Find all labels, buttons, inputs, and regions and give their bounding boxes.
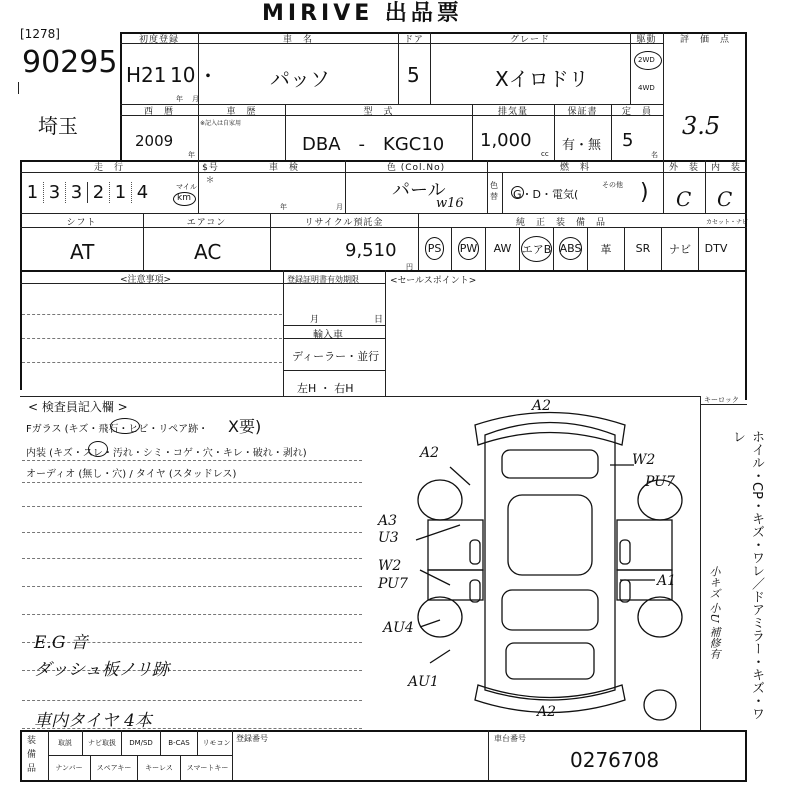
mileage-digit: 3 [66,182,88,203]
equip-sr [625,227,662,270]
inspector-line3: オーディオ (無し・穴) / タイヤ (スタッドレス) [26,469,237,480]
car-name: パッソ [270,67,330,91]
equip-pw [452,227,486,270]
drive-4wd: 4WD [638,84,655,92]
handwritten-note-dash: ダッシュ板ノリ跡 [34,660,169,680]
inspector-line1: Fガラス (キズ・飛石・ヒビ・リペア跡・ [26,424,209,435]
footer-item: スマートキー [186,763,229,772]
roof [508,495,592,575]
footer-item: DM/SD [122,730,161,755]
score-value: 3.5 [682,112,721,140]
expiry-month: 月 [310,315,320,325]
capacity-value: 5 [622,130,634,151]
equip-label: PS [425,237,445,260]
door-handle-left-2 [470,580,480,602]
grade-value: Xイロドリ [495,67,589,91]
unit-month-1: 月 [192,95,199,103]
footer-item: キーレス [138,755,181,780]
equip-dtv [699,227,733,270]
first-reg-era: H21 [126,63,167,87]
footer-row2 [48,755,234,780]
expiry-day: 日 [374,315,384,325]
mileage-digit: 3 [44,182,66,203]
mileage-digit: 4 [136,182,149,203]
footer-label: 装備品 [27,736,37,774]
side-note-small: 小キズ 小U 補修有 [708,566,721,660]
color-change-label: 色替 [490,181,498,201]
unit-year-2: 年 [188,151,195,159]
location: 埼玉 [38,114,78,138]
lot-number: 90295 [22,45,118,80]
model-value: DBA - KGC10 [302,134,445,155]
shift-value: AT [70,240,95,264]
label-car-history: 車 歴 [226,107,257,117]
label-western-year: 西 暦 [143,107,174,117]
equip-label: エアB [521,236,553,262]
mileage-digit: 2 [88,182,110,203]
mileage-digit: 1 [110,182,132,203]
wheel-right-front [638,597,682,637]
fuel-value: G・D・電気( [513,188,579,201]
label-interior: 内 装 [710,163,741,173]
equip-label: 革 [600,242,612,256]
label-car-name: 車 名 [282,35,313,45]
rear-bumper [475,413,625,446]
first-reg-month: 10 [170,63,196,87]
damage-right-rear: W2 [632,452,656,468]
label-warranty: 保証書 [567,107,598,117]
import-label: 輸入車 [313,330,343,341]
damage-left-lower: W2 [378,558,402,574]
damage-left-mid: A3 [378,513,398,529]
damage-rear-top: A2 [532,398,552,414]
doors-value: 5 [407,63,420,87]
label-fuel: 燃 料 [559,163,590,173]
footer-item: ナビ取扱 [83,730,122,755]
unit-cc: cc [541,150,549,158]
aircon-value: AC [194,240,222,264]
label-mileage: 走 行 [93,163,124,173]
equip-airbag [520,227,554,270]
warranty-value: 有・無 [562,138,602,153]
windshield [502,590,598,630]
label-meter: $号＊ [202,163,219,186]
damage-right-rear-2: PU7 [645,474,675,490]
equip-label: AW [493,242,512,255]
door-left-rear [428,520,483,570]
label-drive: 駆動 [636,35,657,45]
unit-yen: 円 [406,263,413,271]
door-right-rear [617,520,672,570]
handle-side: 左H ・ 右H [297,382,354,395]
car-body-outline [485,423,615,701]
footer-item: 取説 [48,730,83,755]
displacement-value: 1,000 [480,130,532,151]
equipment-list [418,227,747,270]
damage-left-rear: A2 [420,445,440,461]
exterior-value: C [676,187,692,211]
recycle-value: 9,510 [345,240,397,261]
label-equipment: 純 正 装 備 品 [515,218,606,228]
label-recycle: リサイクル預託金 [304,218,384,228]
caution-label: <注意事項> [120,275,172,285]
mileage-digits [22,182,153,203]
damage-left-front-2: AU1 [408,674,439,690]
spare-wheel [644,690,676,720]
label-grade: グレード [509,35,550,45]
equip-leather [588,227,625,270]
damage-left-front: AU4 [383,620,414,636]
footer-item: リモコン [202,738,231,747]
handwritten-note-engine: E.G 音 [34,633,88,653]
chassis-number: 0276708 [570,748,660,772]
inspector-line1-mark: X要) [228,417,262,436]
side-note: ホイル・CP・キズ・ワレ／ドアミラー・キズ・ワレ [730,430,764,720]
unit-year-1: 年 [176,95,183,103]
equip-navi [662,227,699,270]
label-inspection: 車 検 [268,163,299,173]
hood [506,643,594,679]
label-model: 型 式 [363,107,394,117]
equip-label: DTV [704,242,728,255]
equip-aw [486,227,520,270]
lot-bracket: [1278] [20,27,60,41]
equip-label: PW [458,237,480,260]
keylock-label: キーロック [704,396,739,404]
fuel-other: その他 [602,181,623,189]
label-first-reg: 初度登録 [138,35,179,45]
reg-number-label: 登録番号 [236,734,268,743]
equip-label: SR [635,242,651,255]
inspector-line2: 内装 (キズ・スレ・汚れ・シミ・コゲ・穴・キレ・破れ・剥れ) [26,448,307,459]
chassis-label: 車台番号 [494,734,526,743]
footer-row1 [48,730,235,755]
footer-item: ナンバー [48,755,91,780]
handwritten-note-tires: 車内タイヤ 4本 [34,711,152,731]
label-exterior: 外 装 [668,163,699,173]
document-title: MIRIVE 出品票 [262,1,463,26]
footer-item: B-CAS [161,730,198,755]
color-value: パール [392,180,446,201]
year-value: 2009 [135,132,174,150]
label-doors: ドア [404,35,424,45]
expiry-label: 登録証明書有効期限 [287,275,359,284]
inspection-month: 月 [336,203,343,211]
label-capacity: 定 員 [621,107,652,117]
damage-front: A2 [537,704,557,720]
import-type: ディーラー・並行 [292,350,380,363]
sales-point-label: <セールスポイント> [390,276,477,286]
damage-right-side: A1 [657,573,677,589]
label-shift: シフト [66,218,97,228]
equip-abs [554,227,588,270]
footer-item: スペアキー [91,755,138,780]
damage-left-mid-2: U3 [378,530,399,546]
label-kata: カセット・ナビ [706,219,749,226]
unit-person: 名 [651,151,658,159]
wheel-left-front [418,597,462,637]
label-aircon: エアコン [186,218,227,228]
drive-2wd: 2WD [638,56,655,64]
mileage-digit: 1 [22,182,44,203]
wheel-left-rear [418,480,462,520]
km-unit: km [177,193,191,203]
door-handle-right-2 [620,580,630,602]
door-handle-left-1 [470,540,480,564]
fuel-close: ) [640,180,649,205]
car-history-note: ※記入は自家用 [200,120,242,127]
mile-unit: マイル [176,183,197,191]
damage-left-lower-2: PU7 [378,576,408,592]
label-displacement: 排気量 [497,107,528,117]
color-code: w16 [436,196,464,211]
door-left-front [428,570,483,600]
equip-label: ABS [559,237,583,260]
equip-ps [418,227,452,270]
equip-label: ナビ [669,242,691,256]
rear-window [502,450,598,478]
first-reg-dot: ・ [198,64,218,88]
interior-value: C [717,187,733,211]
inspection-year: 年 [280,203,287,211]
label-color: 色 (Col.No) [386,163,446,173]
door-handle-right-1 [620,540,630,564]
label-score: 評 価 点 [679,35,730,45]
inspector-title: < 検査員記入欄 > [28,400,128,414]
